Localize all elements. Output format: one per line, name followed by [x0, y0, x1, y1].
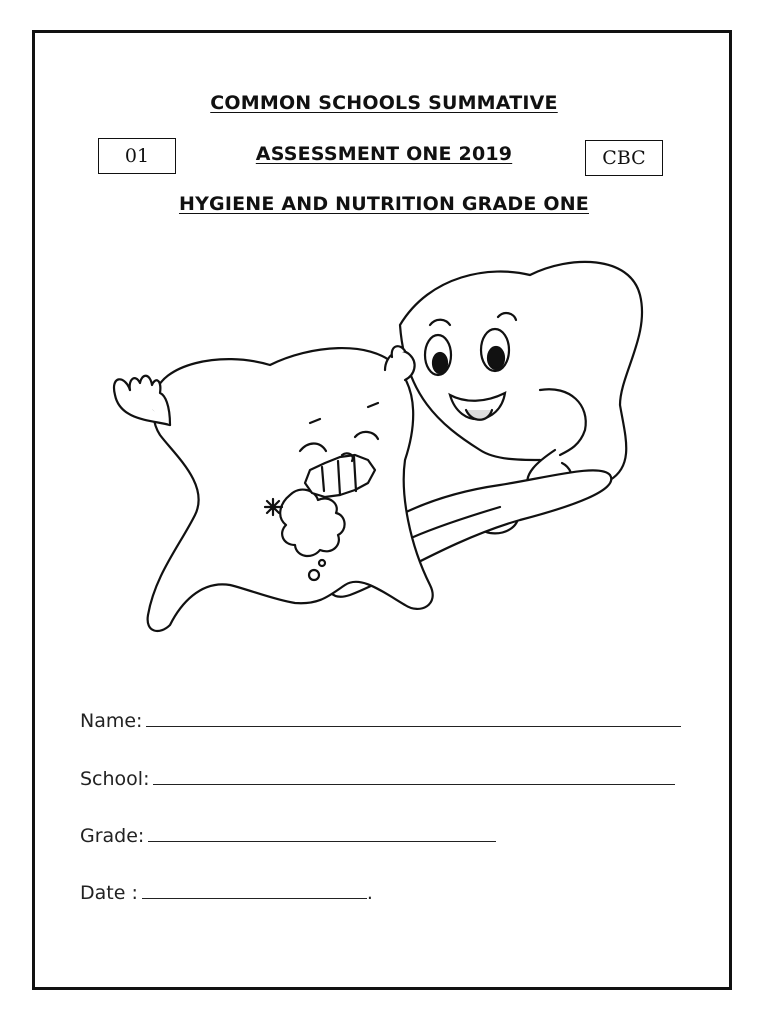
date-blank-line[interactable]: [142, 880, 367, 899]
school-field[interactable]: [80, 766, 675, 790]
name-blank-line[interactable]: [146, 708, 681, 727]
name-label: Name:: [80, 710, 143, 732]
title-line-1: COMMON SCHOOLS SUMMATIVE: [210, 92, 558, 114]
title-line-3: HYGIENE AND NUTRITION GRADE ONE: [178, 193, 589, 215]
grade-label: Grade:: [80, 825, 145, 847]
title-line-2: ASSESSMENT ONE 2019: [255, 143, 513, 165]
paper-number-box: 01: [98, 138, 176, 174]
curriculum-box: CBC: [585, 140, 663, 176]
school-blank-line[interactable]: [153, 766, 675, 785]
illustration: [100, 245, 660, 649]
date-suffix: .: [366, 882, 373, 904]
grade-blank-line[interactable]: [148, 823, 496, 842]
name-field[interactable]: [80, 708, 681, 732]
date-field[interactable]: [80, 880, 373, 904]
date-label: Date :: [80, 882, 138, 904]
two-teeth-brushing-cartoon-icon: [100, 245, 660, 645]
school-label: School:: [80, 768, 150, 790]
grade-field[interactable]: [80, 823, 496, 847]
